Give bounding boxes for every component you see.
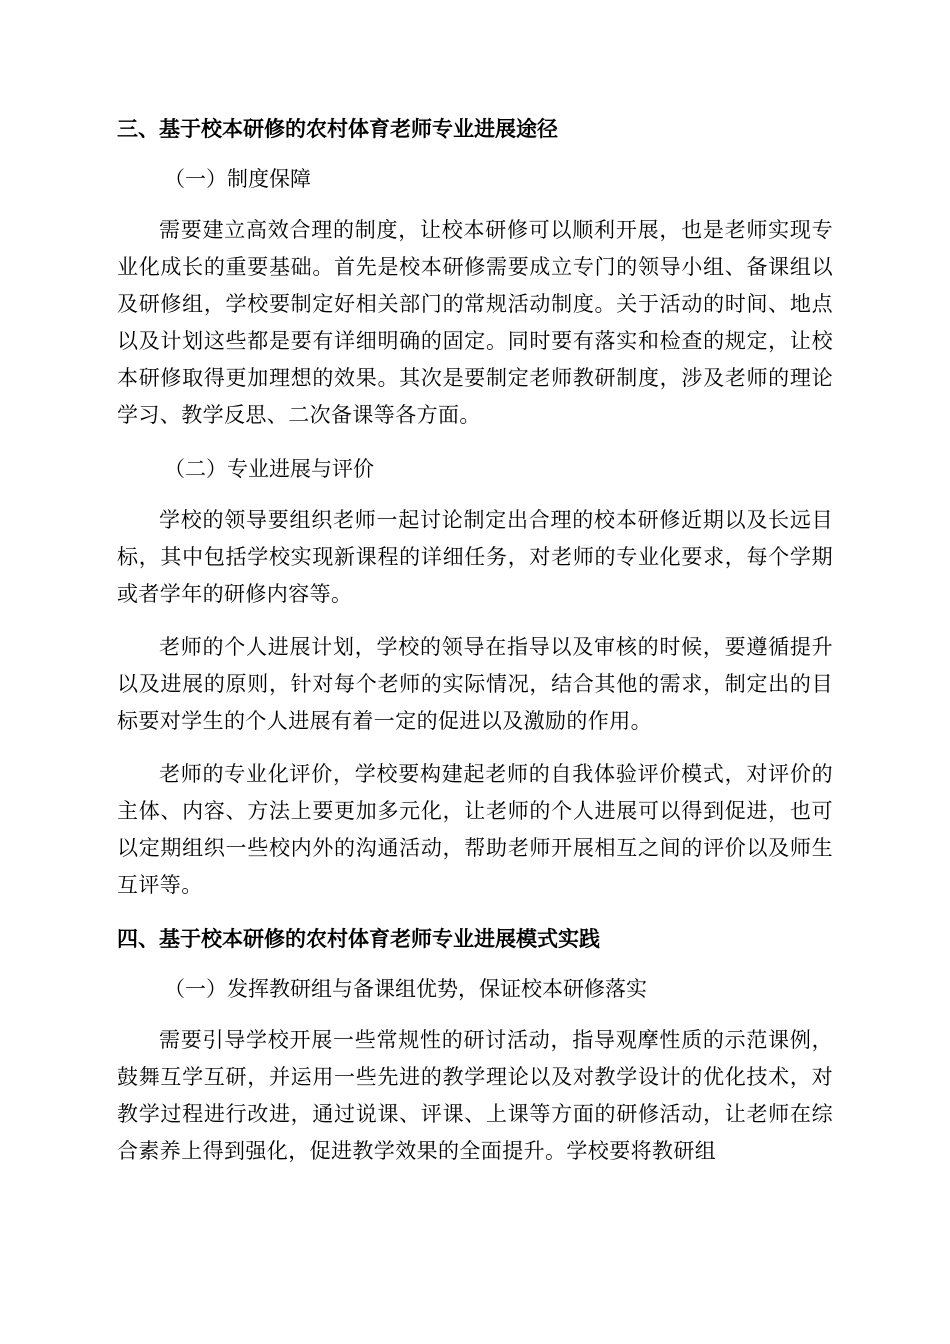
document-body	[117, 110, 833, 1186]
section-3-heading: 三、基于校本研修的农村体育老师专业进展途径	[117, 117, 558, 141]
section-4-heading: 四、基于校本研修的农村体育老师专业进展模式实践	[117, 927, 600, 951]
section-4-1-title: （一）发挥教研组与备课组优势，保证校本研修落实	[164, 977, 647, 1001]
paragraph: 学校的领导要组织老师一起讨论制定出合理的校本研修近期以及长远目标，其中包括学校实现新课程的详细任务，对老师的专业化要求，每个学期或者学年的研修内容等。	[117, 508, 833, 606]
paragraph: 需要引导学校开展一些常规性的研讨活动，指导观摩性质的示范课例，鼓舞互学互研，并运用一些先进的教学理论以及对教学设计的优化技术，对教学过程进行改进，通过说课、评课、上课等方面的研修活动，让老师在综合素养上得到强化，促进教学效果的全面提升。学校要将教研组	[117, 1028, 833, 1163]
paragraph: 需要建立高效合理的制度，让校本研修可以顺利开展，也是老师实现专业化成长的重要基础。首先是校本研修需要成立专门的领导小组、备课组以及研修组，学校要制定好相关部门的常规活动制度。关于活动的时间、地点以及计划这些都是要有详细明确的固定。同时要有落实和检查的规定，让校本研修取得更加理想的效果。其次是要制定老师教研制度，涉及老师的理论学习、教学反思、二次备课等各方面。	[117, 218, 833, 427]
paragraph: 老师的个人进展计划，学校的领导在指导以及审核的时候，要遵循提升以及进展的原则，针对每个老师的实际情况，结合其他的需求，制定出的目标要对学生的个人进展有着一定的促进以及激励的作用。	[117, 635, 833, 733]
section-3-2-title: （二）专业进展与评价	[164, 457, 374, 481]
section-3-1-title: （一）制度保障	[164, 167, 311, 191]
paragraph: 老师的专业化评价，学校要构建起老师的自我体验评价模式，对评价的主体、内容、方法上要更加多元化，让老师的个人进展可以得到促进，也可以定期组织一些校内外的沟通活动，帮助老师开展相互之间的评价以及师生互评等。	[117, 762, 833, 897]
